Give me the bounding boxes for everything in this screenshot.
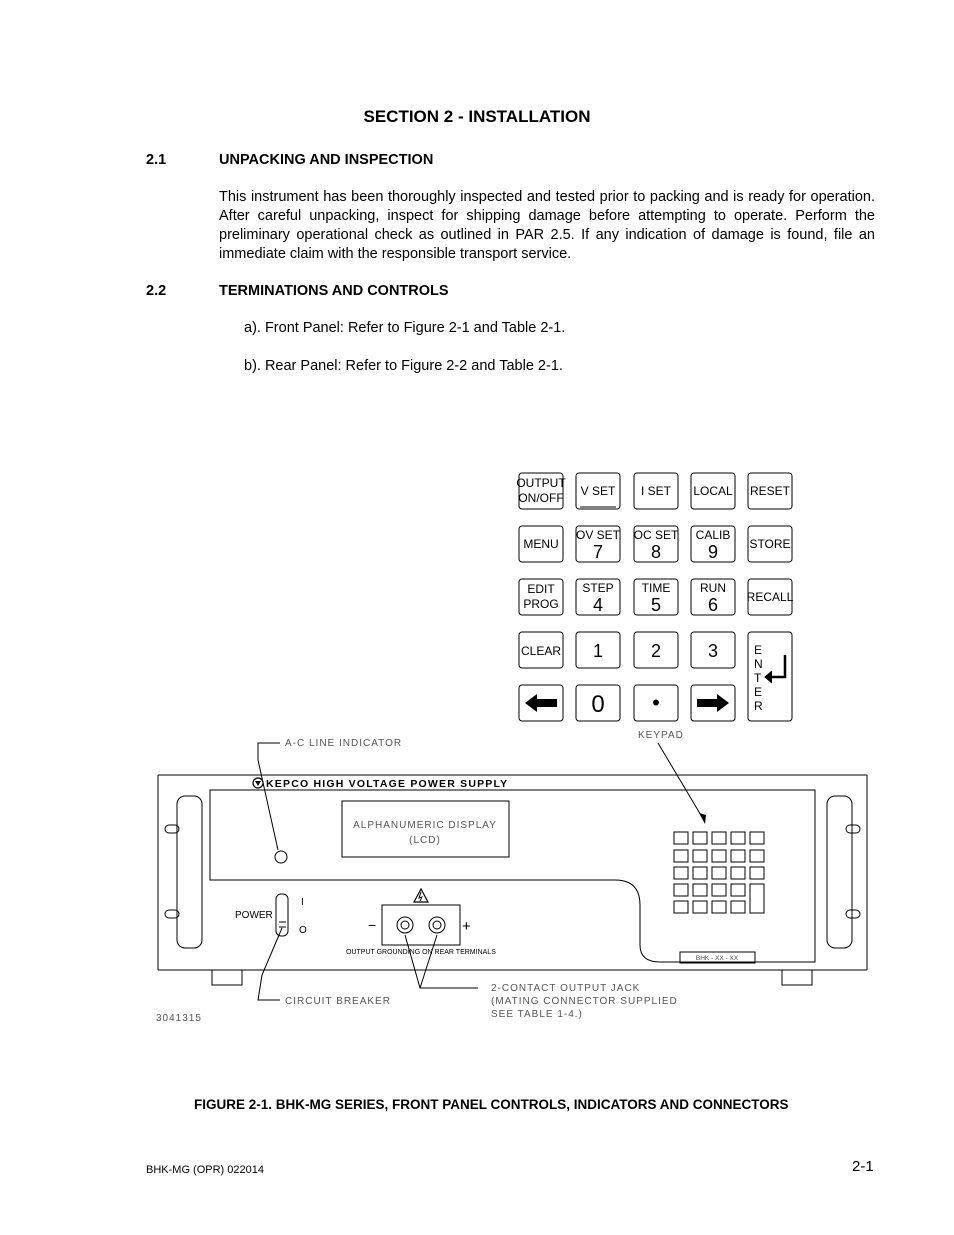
ac-line-leader-line	[258, 743, 280, 850]
enter-return-icon	[765, 655, 785, 683]
jack-callout-line2: (MATING CONNECTOR SUPPLIED	[491, 996, 678, 1007]
jack-leader-line-1	[405, 935, 478, 988]
jack-callout-line3: SEE TABLE 1-4.)	[491, 1009, 583, 1020]
heading-2-1-title: UNPACKING AND INSPECTION	[219, 152, 434, 168]
paragraph-2-1: This instrument has been thoroughly inspected and tested prior to packing and is ready for operation. After careful unpacking, inspect for shipping damage before attempting to operate. Perform the preliminary operational check as outlined in PAR 2.5. If any indication of damage is found, file an immediate claim with the responsible transport service.	[219, 189, 875, 262]
display-label-line2: (LCD)	[409, 835, 441, 846]
front-panel	[158, 775, 867, 985]
left-handle	[177, 796, 202, 948]
ac-line-indicator-callout: A-C LINE INDICATOR	[285, 738, 403, 749]
figure-caption: FIGURE 2-1. BHK-MG SERIES, FRONT PANEL CONTROLS, INDICATORS AND CONNECTORS	[194, 1097, 789, 1112]
drawing-number: 3041315	[156, 1013, 202, 1024]
key-label: OC SET	[633, 528, 679, 542]
enter-letter: R	[754, 699, 763, 713]
jack-leader-line-2	[420, 935, 437, 988]
keypad-labels	[516, 476, 793, 718]
left-arrow-icon	[525, 694, 557, 712]
key-label: STEP	[582, 581, 614, 595]
key-digit: •	[652, 690, 660, 715]
key-label: STORE	[749, 537, 791, 551]
heading-2-1-number: 2.1	[146, 152, 167, 168]
key-digit: 2	[650, 641, 662, 661]
output-plus-label: +	[462, 918, 471, 935]
output-jack-box	[382, 905, 460, 945]
key-label: I SET	[640, 484, 672, 498]
output-terminal-minus	[397, 917, 413, 933]
brand-text: KEPCO HIGH VOLTAGE POWER SUPPLY	[266, 778, 509, 790]
warning-icon	[414, 889, 428, 902]
key-label: RUN	[700, 581, 726, 595]
key-label: PROG	[523, 597, 559, 611]
key-label: RESET	[749, 484, 791, 498]
key-digit: 6	[707, 595, 719, 615]
key-digit: 8	[650, 542, 662, 562]
model-label: BHK - XX - XX	[695, 955, 739, 962]
heading-2-2-title: TERMINATIONS AND CONTROLS	[219, 283, 449, 299]
keypad-arrowhead	[699, 813, 706, 824]
key-digit: 7	[592, 542, 604, 562]
section-title: SECTION 2 - INSTALLATION	[363, 107, 591, 126]
output-minus-label: −	[368, 917, 377, 933]
panel-keypad	[674, 832, 764, 913]
display-label-line1: ALPHANUMERIC DISPLAY	[353, 820, 497, 831]
ac-line-indicator	[275, 851, 287, 863]
list-item-front-panel: a). Front Panel: Refer to Figure 2-1 and Table 2-1.	[244, 320, 566, 336]
right-arrow-icon	[697, 694, 729, 712]
keypad-callout: KEYPAD	[638, 730, 684, 741]
key-label: OUTPUT	[516, 476, 566, 490]
key-label: LOCAL	[693, 484, 733, 498]
power-on-label: I	[301, 897, 304, 908]
list-item-rear-panel: b). Rear Panel: Refer to Figure 2-2 and Table 2-1.	[244, 358, 563, 374]
enter-letter: T	[754, 671, 762, 685]
key-label: CALIB	[695, 528, 731, 542]
circuit-breaker-leader-line	[258, 928, 282, 1000]
key-digit: 1	[592, 641, 604, 661]
key-label: EDIT	[527, 582, 555, 596]
key-label: RECALL	[746, 590, 794, 604]
key-digit: 4	[592, 595, 604, 615]
output-grounding-note: OUTPUT GROUNDING ON REAR TERMINALS	[346, 949, 496, 956]
keypad-leader-line	[658, 743, 705, 822]
key-label: MENU	[523, 537, 559, 551]
key-digit: 3	[707, 641, 719, 661]
output-terminal-plus	[429, 917, 445, 933]
key-digit: 0	[591, 691, 605, 718]
circuit-breaker-callout: CIRCUIT BREAKER	[285, 996, 391, 1007]
key-label: OV SET	[575, 528, 621, 542]
kepco-logo	[253, 778, 263, 788]
right-handle	[827, 796, 852, 948]
key-digit: 5	[650, 595, 662, 615]
page-number: 2-1	[852, 1158, 874, 1175]
key-digit: 9	[707, 542, 719, 562]
key-label: TIME	[641, 581, 671, 595]
key-label: ON/OFF	[518, 491, 564, 505]
power-off-label: O	[299, 925, 307, 936]
enter-letter: N	[754, 657, 763, 671]
key-label: V SET	[580, 484, 616, 498]
heading-2-2-number: 2.2	[146, 283, 167, 299]
power-label: POWER	[235, 910, 273, 921]
key-label: CLEAR	[520, 644, 562, 658]
enter-letter: E	[754, 685, 763, 699]
enter-letter: E	[754, 643, 763, 657]
jack-callout-line1: 2-CONTACT OUTPUT JACK	[491, 983, 641, 994]
footer-document-id: BHK-MG (OPR) 022014	[146, 1164, 264, 1176]
power-circuit-breaker	[276, 894, 288, 936]
